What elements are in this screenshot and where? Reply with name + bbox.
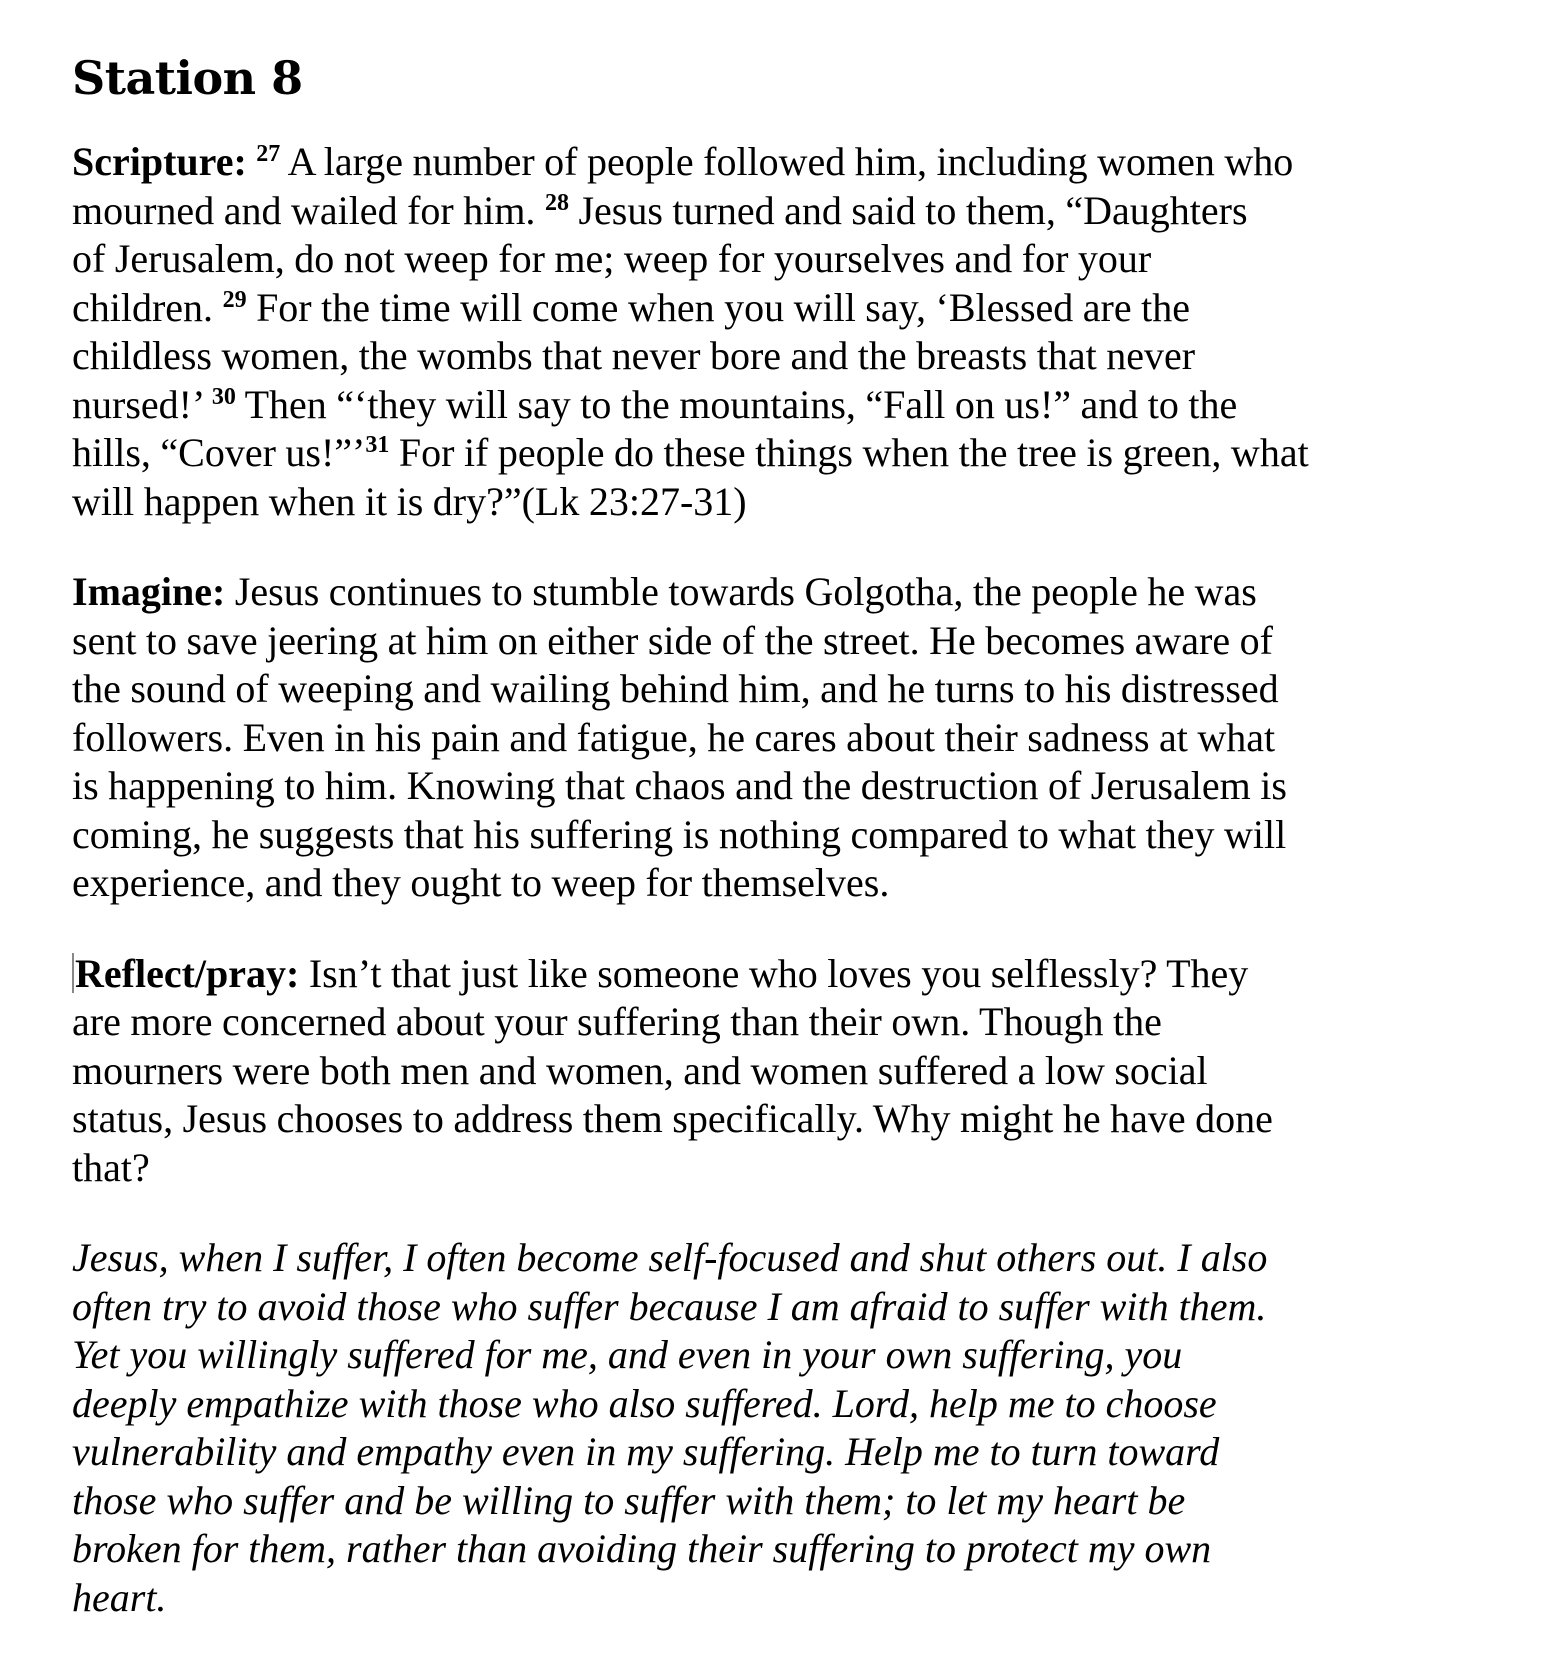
imagine-text-line: the sound of weeping and wailing behind him, and he turns to his distressed [72,666,1279,711]
imagine-text-line: followers. Even in his pain and fatigue, he cares about their sadness at what [72,714,1276,760]
imagine-text-line: experience, and they ought to weep for themselves. [72,860,890,905]
page-title: Station 8 [72,51,303,105]
scripture-text-line: A large number of people followed him, including women who [287,139,1294,184]
imagine-paragraph [72,568,1512,908]
prayer-paragraph [72,1234,1512,1622]
imagine-text-line: is happening to him. Knowing that chaos and the destruction of Jerusalem is [72,763,1287,808]
reflect-label: Reflect/pray: [75,950,300,996]
scripture-text-line: For the time will come when you will say, ‘Blessed are the [256,284,1190,330]
verse-number-31: 31 [365,432,390,458]
scripture-paragraph [72,138,1512,526]
scripture-text-line: children. [72,284,214,330]
reflect-paragraph [72,950,1512,1193]
verse-number-27: 27 [256,141,281,167]
scripture-text-line: nursed!’ [72,381,203,427]
prayer-text-line: often try to avoid those who suffer because I am afraid to suffer with them. [72,1283,1267,1329]
reflect-text-line: that? [72,1144,150,1190]
prayer-text-line: vulnerability and empathy even in my suffering. Help me to turn toward [72,1429,1220,1474]
text-cursor [72,953,74,993]
scripture-text-line: will happen when it is dry?”(Lk 23:27-31) [72,478,747,524]
imagine-text-line: Jesus continues to stumble towards Golgotha, the people he was [234,569,1257,614]
imagine-label: Imagine: [72,569,226,614]
scripture-text-line: childless women, the wombs that never bore and the breasts that never [72,333,1196,378]
scripture-text-line: mourned and wailed for him. [72,187,536,233]
prayer-text-line: broken for them, rather than avoiding their suffering to protect my own [72,1526,1212,1571]
reflect-text-line: mourners were both men and women, and women suffered a low social [72,1047,1208,1093]
scripture-label: Scripture: [72,139,247,184]
reflect-text-line: are more concerned about your suffering than their own. Though the [72,999,1162,1044]
prayer-text-line: those who suffer and be willing to suffer with them; to let my heart be [72,1477,1186,1523]
scripture-text-line: Then “‘they will say to the mountains, “Fall on us!” and to the [244,381,1238,427]
verse-number-28: 28 [544,189,569,216]
scripture-text-line: For if people do these things when the tree is green, what [398,430,1309,475]
prayer-text-line: deeply empathize with those who also suffered. Lord, help me to choose [72,1380,1217,1426]
reflect-text-line: status, Jesus chooses to address them specifically. Why might he have done [72,1096,1273,1141]
prayer-text-line: Yet you willingly suffered for me, and even in your own suffering, you [72,1332,1183,1377]
imagine-text-line: sent to save jeering at him on either side of the street. He becomes aware of [72,617,1273,663]
verse-number-30: 30 [211,383,236,410]
verse-number-29: 29 [222,286,247,313]
prayer-text-line: heart. [72,1574,167,1620]
scripture-text-line: Jesus turned and said to them, “Daughters [578,187,1248,233]
document-page [72,48,1512,1622]
scripture-text-line: hills, “Cover us!”’ [72,430,366,475]
imagine-text-line: coming, he suggests that his suffering is nothing compared to what they will [72,811,1287,857]
prayer-text-line: Jesus, when I suffer, I often become self-focused and shut others out. I also [72,1235,1268,1280]
reflect-text-line: Isn’t that just like someone who loves you selflessly? They [308,950,1249,996]
scripture-text-line: of Jerusalem, do not weep for me; weep for yourselves and for your [72,236,1152,281]
